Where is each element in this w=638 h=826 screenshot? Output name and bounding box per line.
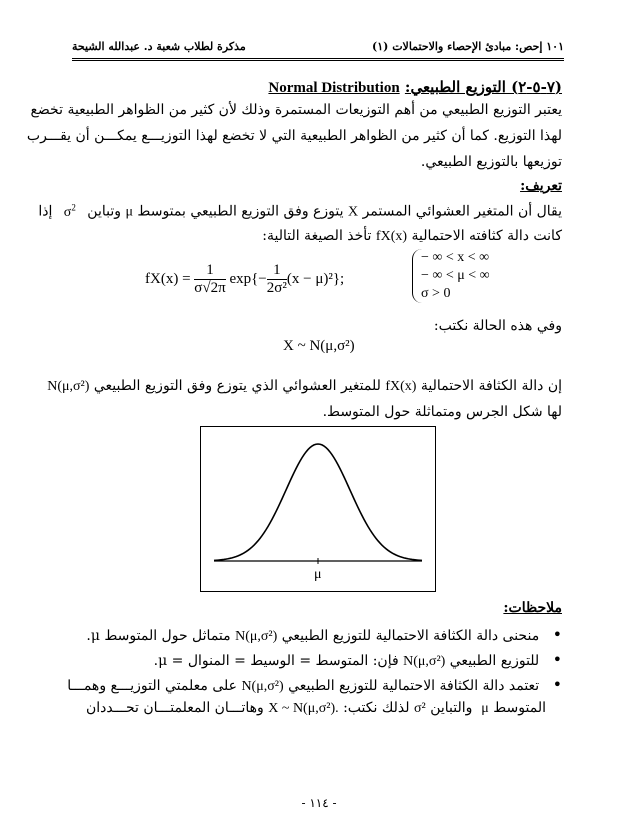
def-text-b: يتوزع وفق التوزيع الطبيعي بمتوسط (137, 203, 344, 220)
formula-exp: exp{− (229, 270, 267, 287)
page-number: - ١١٤ - (301, 796, 337, 810)
def-text-d: إذا (38, 203, 53, 220)
formula-conditions (412, 249, 490, 303)
def2-fx: fX(x) (375, 229, 408, 244)
def-var-x: X (347, 204, 359, 220)
shape-text-a: إن دالة الكثافة الاحتمالية (420, 378, 562, 394)
note-item-1: • منحنى دالة الكثافة الاحتمالية للتوزيع الطبيعي N(μ,σ²) متماثل حول المتوسط μ. (86, 625, 562, 644)
condition-x: − ∞ < x < ∞ (421, 250, 490, 265)
bullet-icon: • (552, 625, 562, 644)
note-item-3: • تعتمد دالة الكثافة الاحتمالية للتوزيع الطبيعي N(μ,σ²) على معلمتي التوزيـــع وهمـــا (67, 675, 562, 694)
formula-frac-2: $\frac{1}{\text{2σ²}}$ (266, 262, 287, 296)
formula-lhs: fX(x) = (145, 270, 191, 287)
shape-normal: N(μ,σ²) (47, 379, 90, 394)
definition-line-2 (262, 228, 562, 245)
def2-text-b: تأخذ الصيغة التالية: (262, 228, 372, 244)
mu-label: μ (314, 567, 322, 582)
def-mu: μ (125, 204, 133, 220)
condition-sigma: σ > 0 (421, 286, 451, 301)
notation-expr: X ~ N(μ,σ²) (283, 338, 355, 354)
bullet-icon: • (552, 675, 562, 694)
definition-line-1 (38, 202, 562, 221)
intro-line-2: لهذا التوزيع. كما أن كثير من الظواهر الطبيعية التي لا تخضع لهذا التوزيـــع يمكـــن أن يقـــرب (26, 128, 562, 144)
def-sigma-sq: $\sigma^2$ (63, 202, 76, 220)
def-text-c: وتباين (87, 203, 121, 220)
header-divider (72, 58, 564, 61)
condition-mu: − ∞ < μ < ∞ (421, 268, 490, 283)
def2-text-a: كانت دالة كثافته الاحتمالية (411, 228, 562, 244)
def-text-a: يقال أن المتغير العشوائي المستمر (362, 203, 562, 220)
shape-line-2: لها شكل الجرس ومتماثلة حول المتوسط. (322, 404, 562, 420)
intro-line-1: يعتبر التوزيع الطبيعي من أهم التوزيعات المستمرة وذلك لأن كثير من الظواهر الطبيعية تخضع (30, 102, 562, 118)
shape-fx: fX(x) (385, 379, 417, 394)
notes-heading: ملاحظات: (503, 600, 562, 616)
bullet-icon: • (552, 650, 562, 669)
formula-tail: (x − μ)²}; (286, 270, 345, 287)
section-title-en: Normal Distribution (268, 80, 400, 96)
header-left: مذكرة لطلاب شعبة د. عبدالله الشيحة (72, 40, 246, 53)
shape-text-b: للمتغير العشوائي الذي يتوزع وفق التوزيع الطبيعي (93, 378, 381, 394)
definition-heading: تعريف: (520, 178, 562, 194)
section-title (268, 78, 562, 97)
intro-line-3: توزيعها بالتوزيع الطبيعي. (420, 154, 562, 170)
notation-text: وفي هذه الحالة نكتب: (433, 318, 562, 334)
formula-frac-1: $\frac{1}{\sigma√2\pi}$ (194, 262, 226, 296)
bell-curve-figure (200, 426, 436, 592)
note-item-2: • للتوزيع الطبيعي N(μ,σ²) فإن: المتوسط = الوسيط = المنوال = μ. (153, 650, 562, 669)
pdf-formula (145, 262, 344, 297)
shape-line-1 (47, 378, 562, 395)
note-item-3-continued: المتوسط μ والتباين σ² لذلك نكتب: X ~ N(μ,σ²). وهاتـــان المعلمتـــان تحـــددان (85, 700, 546, 716)
section-title-ar: (٧-٥-٢) التوزيع الطبيعي: (404, 78, 562, 96)
header-right: ١٠١ إحص: مبادئ الإحصاء والاحتمالات (١) (372, 40, 564, 53)
